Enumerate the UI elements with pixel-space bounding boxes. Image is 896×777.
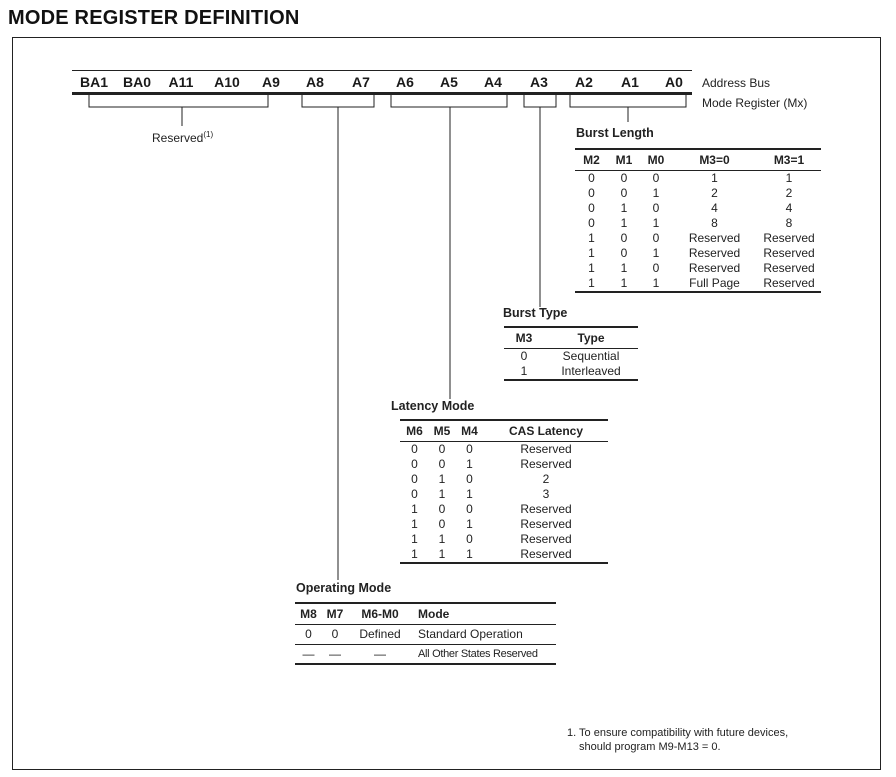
cell: Reserved: [520, 442, 572, 456]
bit-a0: A0: [665, 74, 683, 90]
bit-a9: A9: [262, 74, 280, 90]
cell: 4: [711, 201, 718, 215]
cell: 1: [711, 171, 718, 185]
cell: 0: [588, 216, 595, 230]
table-row: [575, 171, 821, 187]
header-m6: M6: [400, 420, 429, 442]
latency-mode-title: Latency Mode: [391, 399, 475, 413]
table-row: [400, 472, 608, 487]
cell: 0: [652, 231, 660, 245]
cell: 0: [620, 231, 628, 245]
cell: —: [295, 645, 322, 665]
table-row: [400, 547, 608, 563]
cell: Reserved: [763, 261, 815, 275]
bit-a4: A4: [484, 74, 502, 90]
cell: Reserved: [484, 547, 608, 563]
footnote-line-1: 1. To ensure compatibility with future devices,: [567, 727, 789, 739]
footnote-line-2: should program M9-M13 = 0.: [579, 741, 721, 753]
cell: 1: [620, 216, 628, 230]
cell: —: [348, 645, 412, 665]
operating-mode-title: Operating Mode: [296, 581, 392, 595]
bit-a1: A1: [621, 74, 639, 90]
header-cas-latency: CAS Latency: [484, 420, 608, 442]
cell: 1: [588, 231, 595, 245]
cell: 0: [295, 625, 322, 645]
cell: Standard Operation: [412, 625, 556, 645]
table-row: [575, 246, 821, 261]
header-mode: Mode: [412, 603, 556, 625]
cell: 1: [785, 171, 793, 185]
table-row: [575, 186, 821, 201]
page-title: MODE REGISTER DEFINITION: [8, 7, 300, 29]
cell: 1: [588, 261, 595, 275]
table-row: [504, 364, 638, 380]
table-header-row: [295, 603, 556, 625]
bit-a8: A8: [306, 74, 324, 90]
cell: 0: [466, 472, 473, 486]
mode-register-label: Mode Register (Mx): [702, 96, 808, 110]
cell: 1: [588, 246, 595, 260]
cell: Reserved: [757, 276, 821, 292]
table-header-row: [504, 327, 638, 349]
burst-length-title: Burst Length: [576, 126, 654, 140]
cell: 0: [652, 201, 660, 215]
cell: 0: [411, 442, 418, 456]
cell: 1: [652, 246, 660, 260]
table-row: [504, 349, 638, 365]
table-row: [400, 442, 608, 458]
operating-mode-table: [295, 602, 556, 665]
bit-a11: A11: [168, 74, 194, 90]
latency-mode-table: [400, 419, 608, 564]
reserved-footnote-ref: (1): [203, 130, 214, 139]
table-row: [400, 517, 608, 532]
cell: 4: [785, 201, 793, 215]
cell: 8: [711, 216, 718, 230]
cell: 1: [429, 547, 455, 563]
cell: 1: [411, 517, 418, 531]
cell: 1: [438, 532, 446, 546]
table-header-row: [575, 149, 821, 171]
bit-a6: A6: [396, 74, 414, 90]
bit-ba0: BA0: [122, 74, 151, 90]
burst-type-table: [504, 326, 638, 381]
table-row: [400, 532, 608, 547]
cell: 1: [438, 472, 446, 486]
cell: 0: [438, 502, 446, 516]
cell: Reserved: [688, 231, 741, 245]
cell: 1: [620, 261, 628, 275]
cell: 0: [652, 171, 660, 185]
cell: 0: [466, 442, 473, 456]
address-bus-label: Address Bus: [702, 76, 771, 90]
cell: 0: [438, 517, 446, 531]
cell: Reserved: [520, 457, 572, 471]
cell: Reserved: [520, 502, 572, 516]
bit-a2: A2: [575, 74, 593, 90]
cell: 1: [411, 502, 418, 516]
cell: 1: [466, 517, 473, 531]
table-row: [400, 502, 608, 517]
cell: 0: [620, 186, 628, 200]
table-row: [575, 276, 821, 292]
burst-type-title: Burst Type: [503, 306, 568, 320]
table-row: [295, 625, 556, 645]
footnote: [567, 726, 788, 754]
table-row: [575, 261, 821, 276]
cell: 0: [620, 246, 628, 260]
cell: 1: [438, 487, 446, 501]
cell: 1: [400, 547, 429, 563]
table-row: [575, 201, 821, 216]
cell: 0: [411, 472, 418, 486]
cell: 0: [588, 171, 595, 185]
cell: 0: [466, 502, 473, 516]
cell: Reserved: [520, 532, 572, 546]
cell: 1: [411, 532, 418, 546]
cell: 1: [608, 276, 640, 292]
cell: 1: [466, 487, 473, 501]
cell: 0: [620, 171, 628, 185]
cell: Interleaved: [544, 364, 638, 380]
cell: 3: [542, 487, 550, 501]
cell: 0: [411, 457, 418, 471]
cell: 2: [711, 186, 718, 200]
header-m6-m0: M6-M0: [348, 603, 412, 625]
cell: Reserved: [520, 517, 572, 531]
cell: 0: [411, 487, 418, 501]
table-row: [575, 231, 821, 246]
header-m4: M4: [455, 420, 484, 442]
header-m7: M7: [322, 603, 348, 625]
cell: 2: [785, 186, 793, 200]
cell: Reserved: [688, 246, 741, 260]
bit-a7: A7: [352, 74, 370, 90]
cell: 0: [438, 457, 446, 471]
cell: Reserved: [763, 231, 815, 245]
cell: 1: [652, 186, 660, 200]
table-row: [575, 216, 821, 231]
cell: 1: [504, 364, 544, 380]
cell: 2: [542, 472, 550, 486]
header-m3-0: M3=0: [672, 149, 757, 171]
table-header-row: [400, 420, 608, 442]
cell: Sequential: [562, 349, 620, 363]
cell: 1: [640, 276, 672, 292]
cell: 1: [575, 276, 608, 292]
header-m3-1: M3=1: [757, 149, 821, 171]
reserved-text: Reserved: [152, 131, 204, 145]
bit-a10: A10: [214, 74, 240, 90]
cell: Reserved: [688, 261, 741, 275]
table-row: [400, 487, 608, 502]
bit-ba1: BA1: [79, 74, 108, 90]
bit-a3: A3: [530, 74, 548, 90]
table-row: [295, 645, 556, 665]
header-m5: M5: [429, 420, 455, 442]
burst-length-table: [575, 148, 821, 293]
cell: 0: [438, 442, 446, 456]
cell: 1: [620, 201, 628, 215]
cell: 0: [588, 201, 595, 215]
cell: 0: [520, 349, 528, 363]
cell: —: [322, 645, 348, 665]
header-m3: M3: [504, 327, 544, 349]
header-m1: M1: [608, 149, 640, 171]
cell: 1: [466, 457, 473, 471]
cell: Full Page: [672, 276, 757, 292]
table-row: [400, 457, 608, 472]
header-m2: M2: [575, 149, 608, 171]
reserved-label: [152, 130, 213, 145]
cell: 8: [785, 216, 793, 230]
cell: Defined: [348, 625, 412, 645]
cell: 0: [466, 532, 473, 546]
bit-a5: A5: [440, 74, 458, 90]
cell: Reserved: [763, 246, 815, 260]
header-m8: M8: [295, 603, 322, 625]
cell: All Other States Reserved: [412, 645, 556, 665]
cell: 0: [588, 186, 595, 200]
header-m0: M0: [640, 149, 672, 171]
header-type: Type: [544, 327, 638, 349]
cell: 0: [322, 625, 348, 645]
cell: 0: [652, 261, 660, 275]
cell: 1: [455, 547, 484, 563]
cell: 1: [652, 216, 660, 230]
